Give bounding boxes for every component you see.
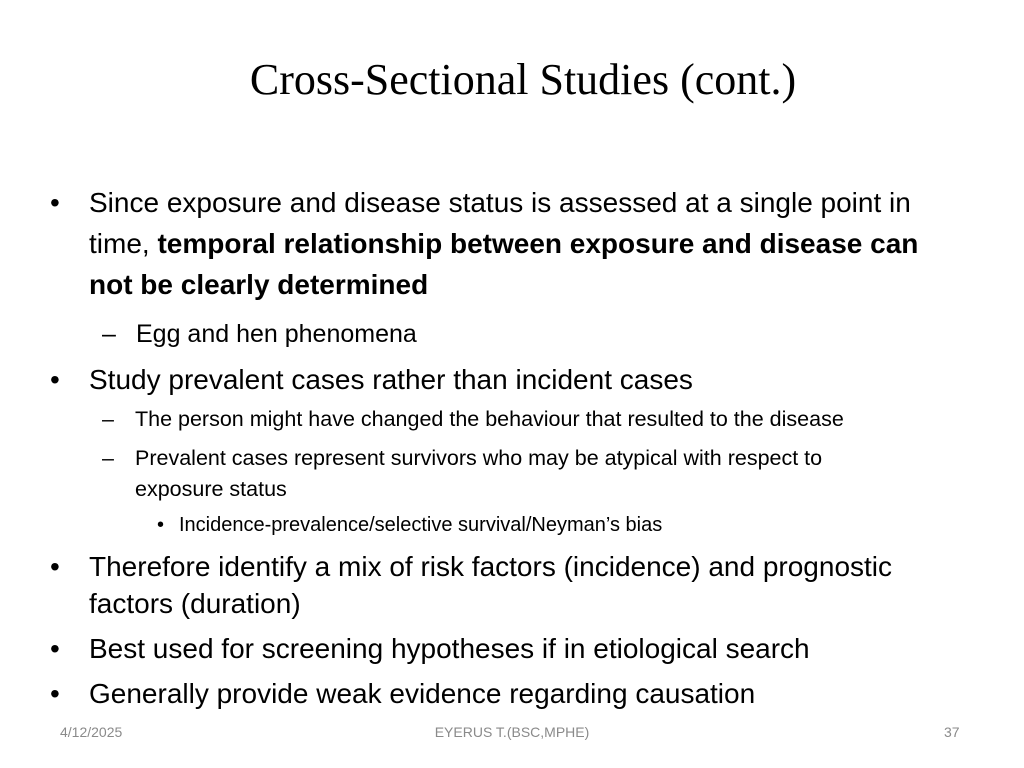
bullet-2: Study prevalent cases rather than incident cases: [89, 364, 693, 395]
bullet-icon: •: [50, 364, 60, 395]
dash-icon: –: [102, 446, 114, 470]
bullet-icon: •: [50, 551, 60, 582]
footer-page-number: 37: [944, 724, 960, 740]
bullet-2-sub-2-line-1: Prevalent cases represent survivors who may be atypical with respect to: [135, 446, 823, 470]
slide-title: Cross-Sectional Studies (cont.): [249, 55, 797, 104]
footer-date: 4/12/2025: [60, 724, 123, 740]
dash-icon: –: [102, 320, 116, 348]
bullet-icon: •: [50, 678, 60, 709]
footer-author: EYERUS T.(BSC,MPHE): [434, 724, 590, 740]
bullet-2-sub-2-sub-1: Incidence-prevalence/selective survival/Neyman’s bias: [179, 514, 663, 536]
bullet-2-sub-2-line-2: exposure status: [135, 477, 287, 501]
bullet-3-line-1: Therefore identify a mix of risk factors (incidence) and prognostic: [89, 551, 893, 582]
bullet-5: Generally provide weak evidence regarding causation: [89, 678, 756, 709]
bullet-1-line-3: not be clearly determined: [89, 269, 429, 300]
bullet-1-line-2: [89, 224, 918, 264]
bullet-2-sub-1: The person might have changed the behaviour that resulted to the disease: [135, 407, 844, 431]
bullet-1-sub-1: Egg and hen phenomena: [136, 320, 417, 348]
bullet-1-bold-text: temporal relationship between exposure and disease can: [157, 228, 919, 259]
bullet-icon: •: [50, 187, 60, 218]
bullet-icon: •: [157, 514, 165, 536]
bullet-3-line-2: factors (duration): [89, 588, 301, 619]
bullet-icon: •: [50, 633, 60, 664]
dash-icon: –: [102, 407, 114, 431]
bullet-1-plain-text: time,: [89, 228, 158, 259]
bullet-1-line-1: Since exposure and disease status is assessed at a single point in: [89, 187, 911, 218]
bullet-4: Best used for screening hypotheses if in etiological search: [89, 633, 810, 664]
